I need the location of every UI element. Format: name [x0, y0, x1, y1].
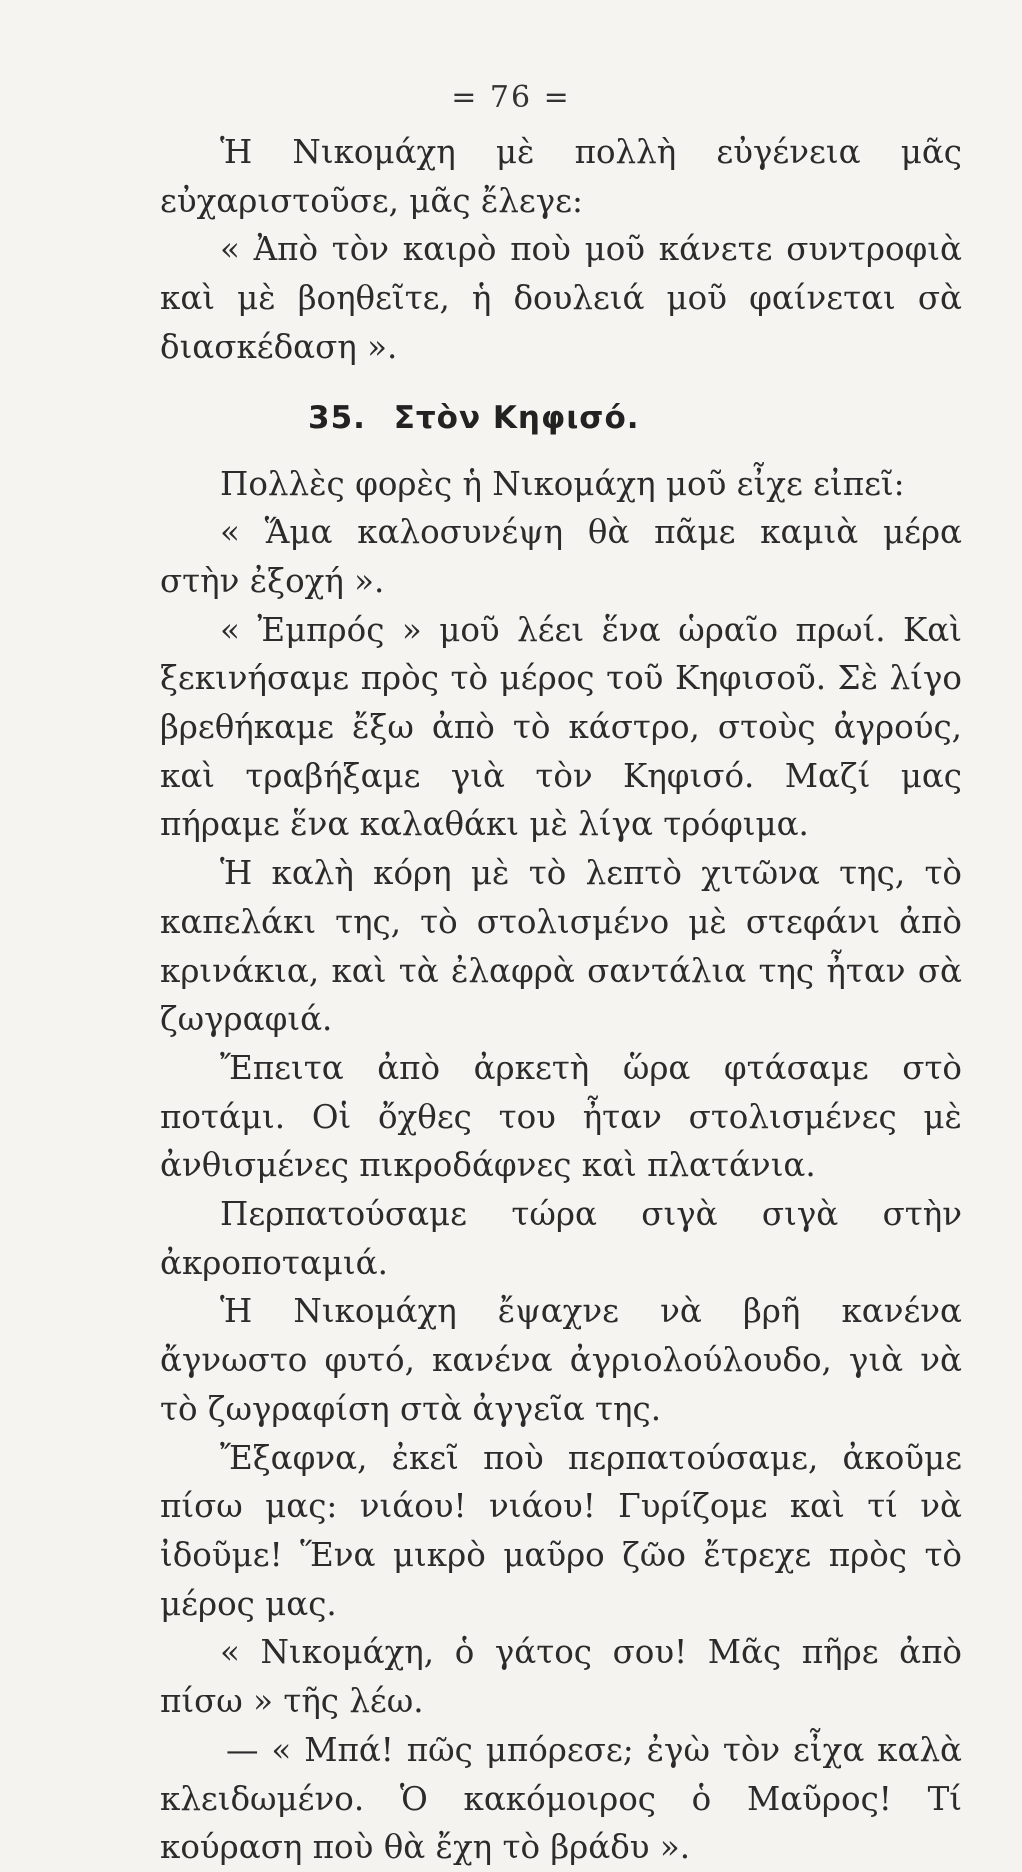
paragraph: Ἡ καλὴ κόρη μὲ τὸ λεπτὸ χιτῶνα της, τὸ καπελάκι της, τὸ στολισμένο μὲ στεφάνι ἀπὸ κρινάκια, καὶ τὰ ἐλαφρὰ σαντάλια της ἦταν σὰ ζωγραφιά. — [160, 854, 962, 1039]
section-heading — [160, 398, 962, 438]
paragraph: — « Μπά! πῶς μπόρεσε; ἐγὼ τὸν εἶχα καλὰ κλειδωμένο. Ὁ κακόμοιρος ὁ Μαῦρος! Τί κούραση ποὺ θὰ ἔχη τὸ βράδυ ». — [160, 1730, 962, 1867]
paragraph: Πολλὲς φορὲς ἡ Νικομάχη μοῦ εἶχε εἰπεῖ: — [220, 464, 905, 503]
paragraph: Ἡ Νικομάχη μὲ πολλὴ εὐγένεια μᾶς εὐχαριστοῦσε, μᾶς ἔλεγε: — [160, 133, 962, 220]
paragraph: Ἔπειτα ἀπὸ ἀρκετὴ ὥρα φτάσαμε στὸ ποτάμι. Οἱ ὄχθες του ἦταν στολισμένες μὲ ἀνθισμένες πικροδάφνες καὶ πλατάνια. — [160, 1048, 962, 1185]
paragraphs-before-section — [160, 128, 962, 372]
paragraph: « Νικομάχη, ὁ γάτος σου! Μᾶς πῆρε ἀπὸ πίσω » τῆς λέω. — [160, 1633, 962, 1721]
paragraph: Ἔξαφνα, ἐκεῖ ποὺ περπατούσαμε, ἀκοῦμε πίσω μας: νιάου! νιάου! Γυρίζομε καὶ τί νὰ ἰδοῦμε! Ἕνα μικρὸ μαῦρο ζῶο ἔτρεχε πρὸς τὸ μέρος μας. — [160, 1438, 962, 1623]
paragraph: « Ἐμπρός » μοῦ λέει ἕνα ὡραῖο πρωί. Καὶ ξεκινήσαμε πρὸς τὸ μέρος τοῦ Κηφισοῦ. Σὲ λίγο βρεθήκαμε ἔξω ἀπὸ τὸ κάστρο, στοὺς ἀγρούς, καὶ τραβήξαμε γιὰ τὸν Κηφισό. Μαζί μας πήραμε ἕνα καλαθάκι μὲ λίγα τρόφιμα. — [160, 610, 962, 844]
paragraph: « Ἀπὸ τὸν καιρὸ ποὺ μοῦ κάνετε συντροφιὰ καὶ μὲ βοηθεῖτε, ἡ δουλειά μοῦ φαίνεται σὰ διασκέδαση ». — [160, 230, 962, 366]
paragraph: Περπατούσαμε τώρα σιγὰ σιγὰ στὴν ἀκροποταμιά. — [160, 1195, 962, 1282]
page-number: = 76 = — [451, 80, 571, 115]
paragraphs-after-section — [160, 460, 962, 1872]
section-number: 35. — [308, 399, 366, 436]
paragraph: « Ἅμα καλοσυνέψη θὰ πᾶμε καμιὰ μέρα στὴν ἐξοχή ». — [160, 513, 962, 600]
body-text — [160, 128, 962, 1872]
paragraph: Ἡ Νικομάχη ἔψαχνε νὰ βρῆ κανένα ἄγνωστο φυτό, κανένα ἀγριολούλουδο, γιὰ νὰ τὸ ζωγραφίση στὰ ἀγγεῖα της. — [160, 1292, 962, 1428]
section-title: Στὸν Κηφισό. — [393, 399, 640, 436]
